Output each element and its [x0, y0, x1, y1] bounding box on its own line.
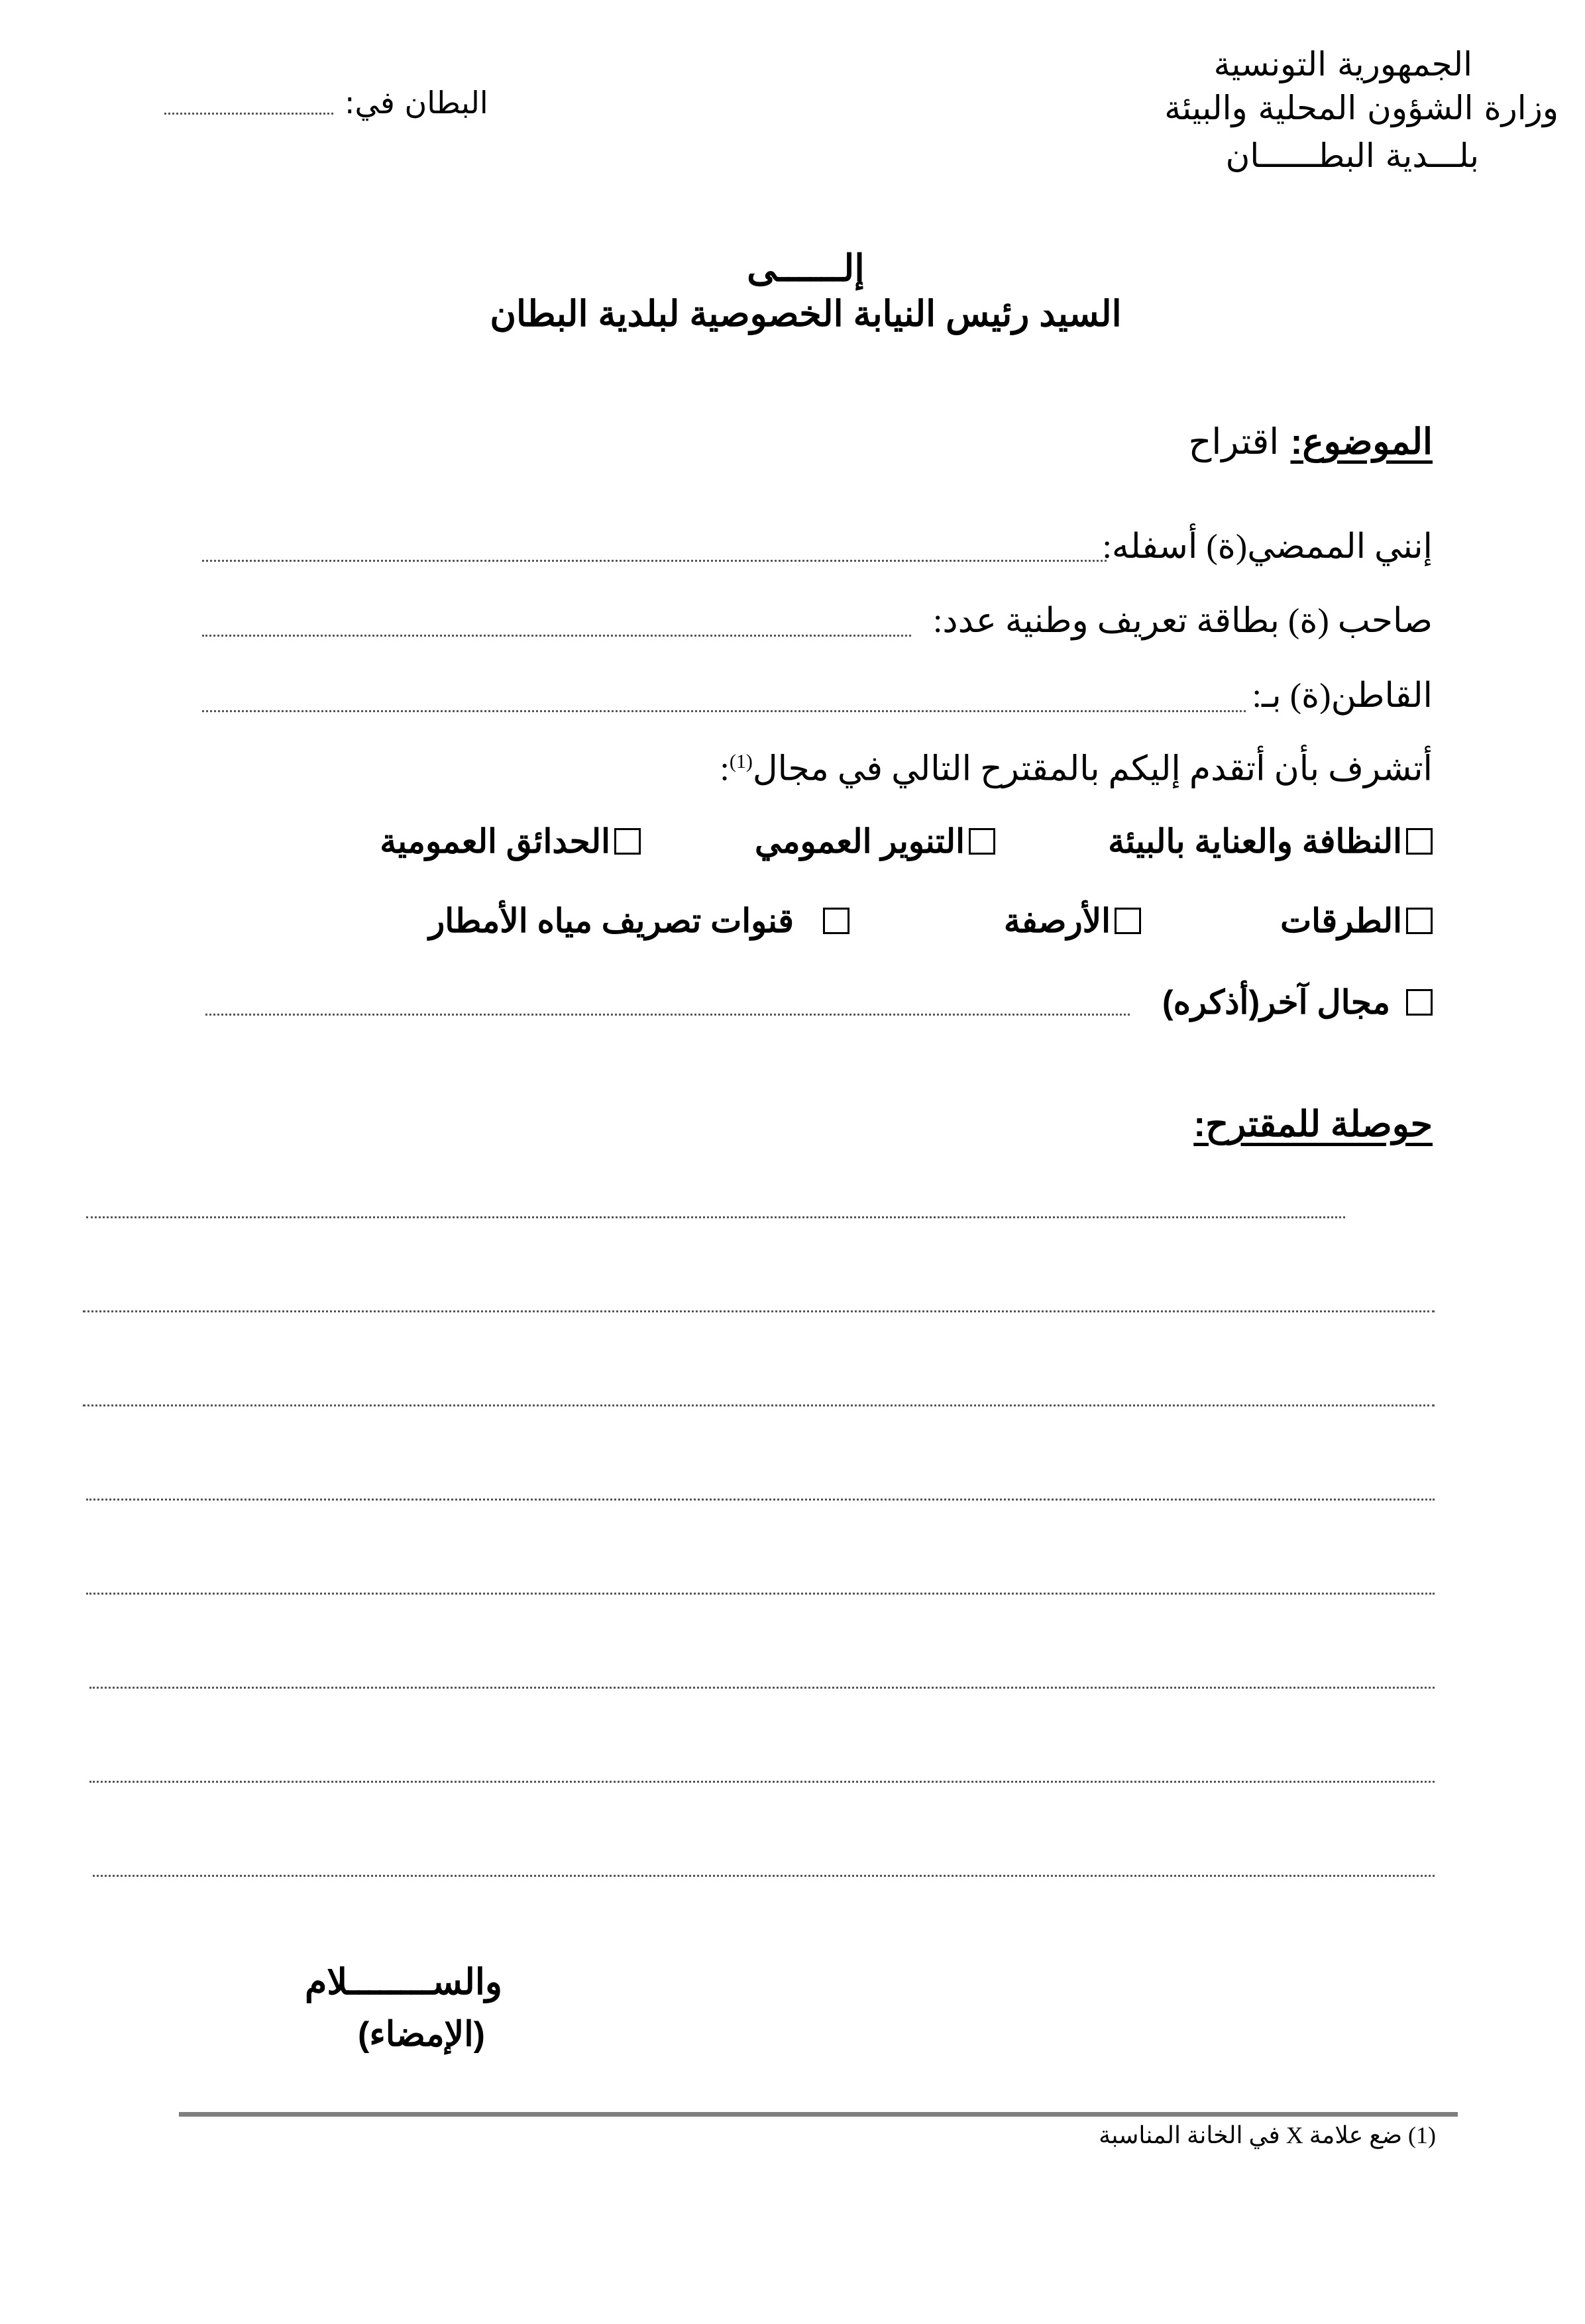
signer-input[interactable] — [202, 560, 1107, 562]
intro-footnote-mark: (1) — [729, 751, 753, 772]
option-roads-label: الطرقات — [1280, 902, 1402, 939]
address-recipient: السيد رئيس النيابة الخصوصية لبلدية البطان — [490, 294, 1122, 334]
checkbox-sidewalks[interactable] — [1115, 908, 1141, 934]
checkbox-lighting[interactable] — [969, 828, 995, 855]
checkbox-cleanliness[interactable] — [1406, 828, 1433, 855]
option-cleanliness[interactable] — [1108, 825, 1433, 858]
option-gardens-label: الحدائق العمومية — [380, 823, 610, 860]
checkbox-drainage[interactable] — [823, 908, 849, 934]
footnote-text: (1) ضع علامة X في الخانة المناسبة — [1099, 2122, 1436, 2148]
checkbox-other[interactable] — [1406, 989, 1433, 1016]
option-other[interactable] — [1162, 986, 1433, 1019]
summary-line[interactable] — [89, 1781, 1435, 1783]
intro-suffix: : — [720, 750, 730, 788]
resident-input[interactable] — [202, 710, 1246, 712]
municipality-title: بلـــدية البطــــــان — [1225, 136, 1479, 175]
summary-label: حوصلة للمقترح: — [1193, 1104, 1433, 1144]
intro-text: أتشرف بأن أتقدم إليكم بالمقترح التالي في مجال — [752, 750, 1433, 788]
date-field[interactable] — [164, 113, 333, 115]
subject-label: الموضوع: — [1290, 422, 1433, 462]
summary-line[interactable] — [83, 1404, 1435, 1406]
resident-label: القاطن(ة) بـ: — [1252, 677, 1433, 715]
option-sidewalks[interactable] — [1004, 904, 1141, 937]
address-to: إلــــــى — [747, 247, 865, 289]
id-card-label: صاحب (ة) بطاقة تعريف وطنية عدد: — [932, 602, 1433, 640]
republic-title: الجمهورية التونسية — [1213, 45, 1472, 83]
footnote-separator — [179, 2112, 1458, 2117]
option-gardens[interactable] — [380, 825, 641, 858]
checkbox-roads[interactable] — [1406, 908, 1433, 934]
option-drainage-label: قنوات تصريف مياه الأمطار — [429, 902, 794, 939]
checkbox-gardens[interactable] — [614, 828, 641, 855]
summary-line[interactable] — [86, 1216, 1345, 1218]
option-cleanliness-label: النظافة والعناية بالبيئة — [1108, 823, 1402, 860]
option-sidewalks-label: الأرصفة — [1003, 902, 1111, 939]
option-roads[interactable] — [1280, 904, 1433, 937]
summary-line[interactable] — [83, 1310, 1435, 1312]
place-date-label: البطان في: — [345, 85, 488, 121]
subject-line — [1189, 424, 1433, 460]
summary-line[interactable] — [86, 1593, 1435, 1595]
summary-line[interactable] — [93, 1875, 1435, 1877]
other-input[interactable] — [205, 1014, 1130, 1016]
option-other-label: مجال آخر(أذكره) — [1162, 984, 1390, 1021]
intro-line — [720, 752, 1433, 786]
closing-greeting: والســــــــلام — [305, 1962, 502, 2002]
ministry-title: وزارة الشؤون المحلية والبيئة — [1164, 89, 1558, 127]
option-lighting[interactable] — [755, 825, 995, 858]
summary-line[interactable] — [86, 1499, 1435, 1501]
signature-label: (الإمضاء) — [358, 2015, 485, 2054]
summary-line[interactable] — [89, 1687, 1435, 1689]
option-drainage[interactable] — [429, 904, 849, 937]
subject-value: اقتراح — [1188, 422, 1280, 462]
signer-label: إنني الممضي(ة) أسفله: — [1102, 528, 1433, 566]
option-lighting-label: التنوير العمومي — [755, 823, 965, 860]
id-card-input[interactable] — [202, 635, 911, 637]
